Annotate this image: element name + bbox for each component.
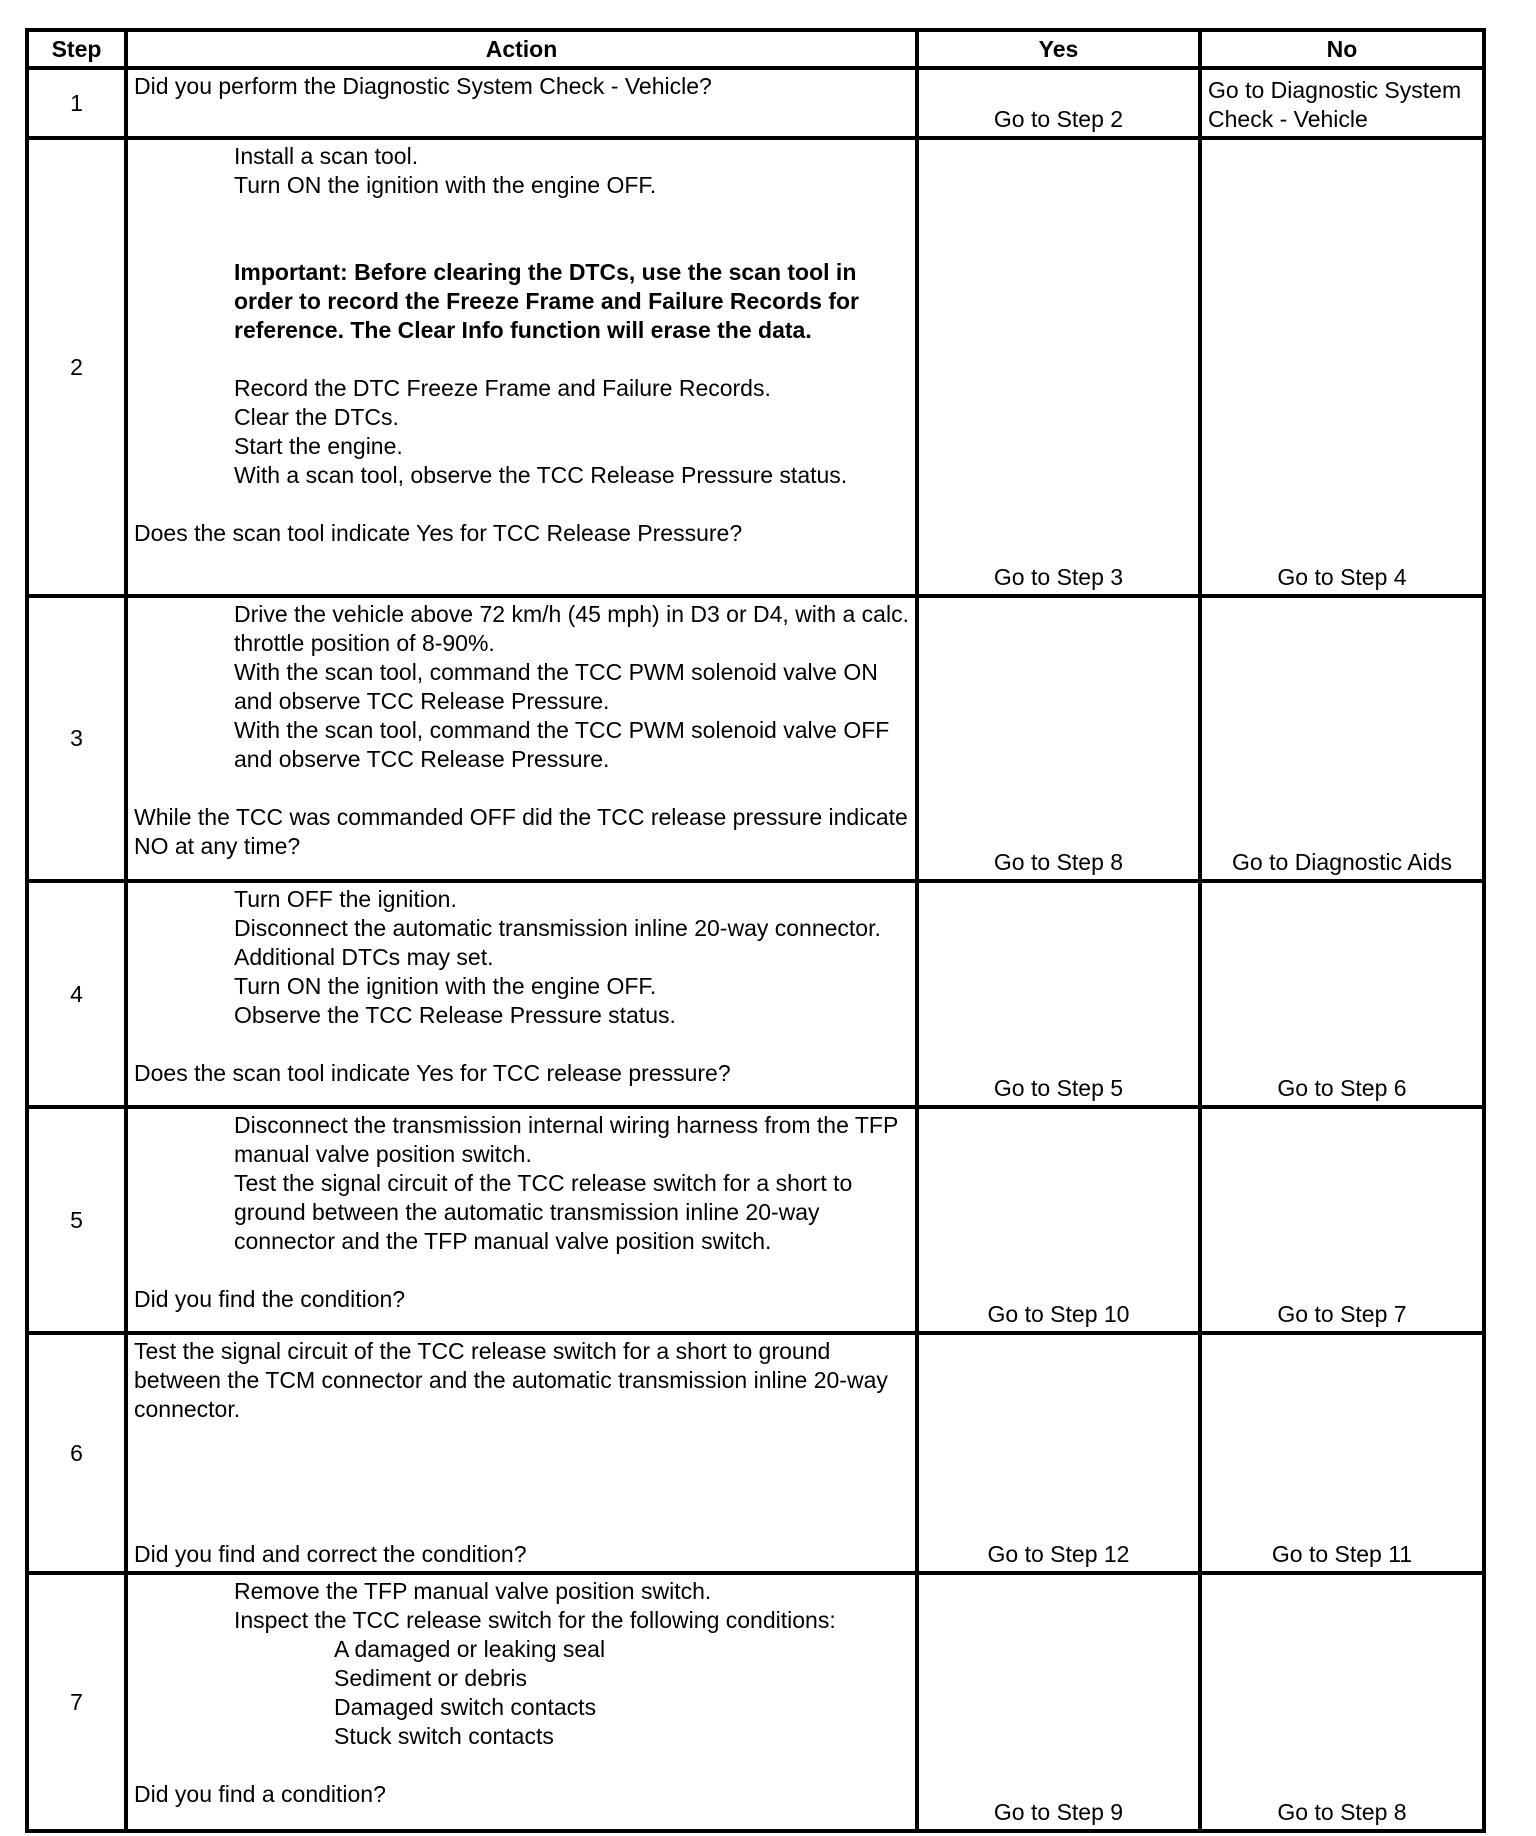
action-line: Observe the TCC Release Pressure status.	[234, 1002, 676, 1028]
question-text: Did you find the condition?	[134, 1286, 406, 1312]
step-number: 4	[27, 881, 126, 1107]
action-line: With the scan tool, command the TCC PWM solenoid valve ON and observe TCC Release Pressure.	[234, 659, 878, 714]
action-cell	[126, 1333, 917, 1573]
action-line: Disconnect the automatic transmission inline 20-way connector. Additional DTCs may set.	[234, 915, 881, 970]
step-number: 2	[27, 138, 126, 596]
action-line: With the scan tool, command the TCC PWM solenoid valve OFF and observe TCC Release Pressure.	[234, 717, 890, 772]
action-line: Inspect the TCC release switch for the following conditions:	[234, 1607, 836, 1633]
action-line: Test the signal circuit of the TCC release switch for a short to ground between the TCM connector and the automatic transmission inline 20-way connector.	[134, 1338, 888, 1422]
header-no: No	[1200, 30, 1484, 68]
header-yes: Yes	[917, 30, 1200, 68]
step-number: 6	[27, 1333, 126, 1573]
action-cell	[126, 1573, 917, 1831]
yes-result: Go to Step 9	[917, 1573, 1200, 1831]
action-line: Turn ON the ignition with the engine OFF.	[234, 973, 657, 999]
yes-result: Go to Step 12	[917, 1333, 1200, 1573]
action-line: Drive the vehicle above 72 km/h (45 mph) in D3 or D4, with a calc. throttle position of 8-90%.	[234, 601, 909, 656]
action-line: Start the engine.	[234, 433, 403, 459]
no-result: Go to Diagnostic Aids	[1200, 596, 1484, 881]
action-line: Disconnect the transmission internal wiring harness from the TFP manual valve position switch.	[234, 1112, 898, 1167]
no-result: Go to Step 4	[1200, 138, 1484, 596]
yes-result: Go to Step 8	[917, 596, 1200, 881]
action-line: Clear the DTCs.	[234, 404, 399, 430]
question-text: While the TCC was commanded OFF did the TCC release pressure indicate NO at any time?	[134, 804, 908, 859]
important-note: Important: Before clearing the DTCs, use the scan tool in order to record the Freeze Frame and Failure Records for reference. The Clear Info function will erase the data.	[234, 259, 859, 343]
diagnostic-table	[25, 28, 1486, 1833]
no-result: Go to Step 7	[1200, 1107, 1484, 1333]
action-line: Test the signal circuit of the TCC release switch for a short to ground between the automatic transmission inline 20-way connector and the TFP manual valve position switch.	[234, 1170, 853, 1254]
step-number: 1	[27, 68, 126, 138]
header-step: Step	[27, 30, 126, 68]
action-cell	[126, 138, 917, 596]
condition-item: Sediment or debris	[334, 1665, 528, 1691]
action-line: Remove the TFP manual valve position switch.	[234, 1578, 712, 1604]
header-action: Action	[126, 30, 917, 68]
table-row-step-6	[27, 1333, 1484, 1573]
yes-result: Go to Step 2	[917, 68, 1200, 138]
yes-result: Go to Step 5	[917, 881, 1200, 1107]
yes-result: Go to Step 10	[917, 1107, 1200, 1333]
table-row-step-2	[27, 138, 1484, 596]
action-line: Turn ON the ignition with the engine OFF.	[234, 172, 657, 198]
yes-result: Go to Step 3	[917, 138, 1200, 596]
table-row-step-4	[27, 881, 1484, 1107]
table-row-step-3	[27, 596, 1484, 881]
question-text: Did you find and correct the condition?	[134, 1541, 527, 1567]
action-cell	[126, 68, 917, 138]
action-line: Record the DTC Freeze Frame and Failure Records.	[234, 375, 771, 401]
no-result: Go to Diagnostic System Check - Vehicle	[1200, 68, 1484, 138]
step-number: 5	[27, 1107, 126, 1333]
action-line: Install a scan tool.	[234, 143, 419, 169]
action-cell	[126, 596, 917, 881]
table-row-step-1	[27, 68, 1484, 138]
question-text: Did you find a condition?	[134, 1781, 386, 1807]
condition-item: Stuck switch contacts	[334, 1723, 554, 1749]
question-text: Does the scan tool indicate Yes for TCC release pressure?	[134, 1060, 731, 1086]
condition-item: Damaged switch contacts	[334, 1694, 597, 1720]
step-number: 7	[27, 1573, 126, 1831]
condition-item: A damaged or leaking seal	[334, 1636, 606, 1662]
action-line: With a scan tool, observe the TCC Release Pressure status.	[234, 462, 848, 488]
table-row-step-5	[27, 1107, 1484, 1333]
no-result: Go to Step 8	[1200, 1573, 1484, 1831]
action-cell	[126, 881, 917, 1107]
no-result: Go to Step 11	[1200, 1333, 1484, 1573]
action-line: Turn OFF the ignition.	[234, 886, 457, 912]
header-row	[27, 30, 1484, 68]
step-number: 3	[27, 596, 126, 881]
no-result: Go to Step 6	[1200, 881, 1484, 1107]
question-text: Did you perform the Diagnostic System Check - Vehicle?	[134, 73, 712, 99]
action-cell	[126, 1107, 917, 1333]
table-row-step-7	[27, 1573, 1484, 1831]
question-text: Does the scan tool indicate Yes for TCC Release Pressure?	[134, 520, 743, 546]
